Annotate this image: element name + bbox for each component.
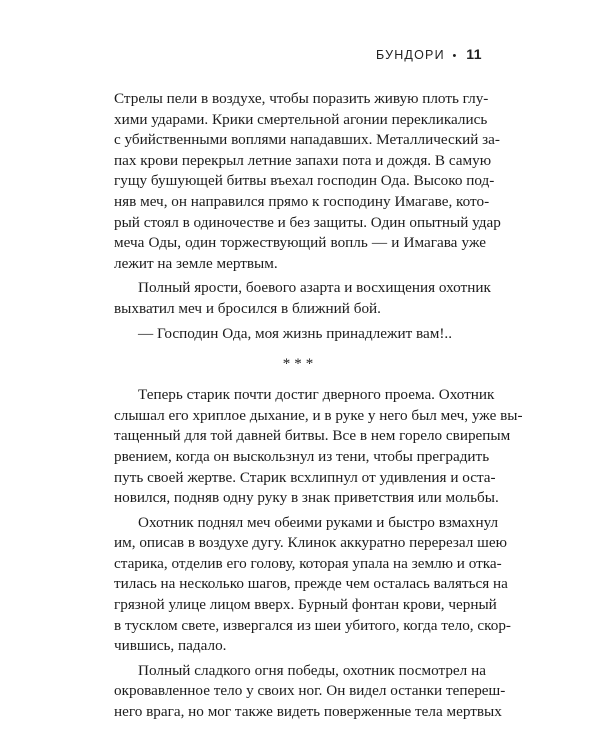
text-line: в тусклом свете, извергался из шеи убитого, когда тело, скор-	[114, 616, 511, 634]
text-line: рвением, когда он выскользнул из тени, чтобы преградить	[114, 447, 490, 465]
text-line: окровавленное тело у своих ног. Он видел останки тепереш-	[114, 682, 506, 700]
page-number: 11	[466, 46, 482, 62]
running-head-title: БУНДОРИ	[375, 48, 445, 62]
text-line: чившись, падало.	[114, 637, 227, 655]
text-line: рый стоял в одиночестве и без защиты. Один опытный удар	[114, 213, 501, 231]
text-line: тащенный для той давней битвы. Все в нем горело свирепым	[114, 427, 511, 445]
running-head-separator: •	[452, 50, 458, 62]
text-line: грязной улице лицом вверх. Бурный фонтан крови, черный	[114, 596, 497, 614]
text-line: няв меч, он направился прямо к господину Имагаве, кото-	[114, 192, 490, 210]
text-line: Полный ярости, боевого азарта и восхищения охотник	[138, 279, 491, 297]
running-head	[376, 46, 482, 62]
text-line: Стрелы пели в воздухе, чтобы поразить живую плоть глу-	[114, 90, 489, 107]
text-line: пах крови перекрыл летние запахи пота и дождя. В самую	[114, 151, 492, 169]
text-line: — Господин Ода, моя жизнь принадлежит вам!..	[138, 324, 452, 342]
text-line: Теперь старик почти достиг дверного проема. Охотник	[138, 386, 495, 404]
text-line: путь своей жертве. Старик всхлипнул от удивления и оста-	[114, 468, 496, 486]
text-line: слышал его хриплое дыхание, и в руке у него был меч, уже вы-	[114, 406, 523, 424]
text-line: им, описав в воздухе дугу. Клинок аккуратно перерезал шею	[114, 534, 507, 552]
text-line: выхватил меч и бросился в ближний бой.	[114, 299, 381, 317]
section-divider: ***	[282, 356, 318, 373]
text-line: старика, отделив его голову, которая упала на землю и отка-	[114, 554, 502, 572]
text-line: лежит на земле мертвым.	[114, 254, 278, 272]
text-line: меча Оды, один торжествующий вопль — и Имагава уже	[114, 234, 486, 252]
text-line: с убийственными воплями нападавших. Металлический за-	[114, 131, 500, 149]
text-line: гущу бушующей битвы въехал господин Ода. Высоко под-	[114, 172, 495, 190]
text-line: тилась на несколько шагов, прежде чем осталась валяться на	[114, 575, 508, 593]
text-line: хими ударами. Крики смертельной агонии перекликались	[114, 110, 488, 128]
text-line: него врага, но мог также видеть поверженные тела мертвых	[114, 703, 502, 721]
text-line: новился, подняв одну руку в знак приветствия или мольбы.	[114, 489, 499, 507]
text-line: Охотник поднял меч обеими руками и быстро взмахнул	[138, 513, 499, 531]
body-text	[114, 89, 523, 723]
text-line: Полный сладкого огня победы, охотник посмотрел на	[138, 661, 486, 679]
